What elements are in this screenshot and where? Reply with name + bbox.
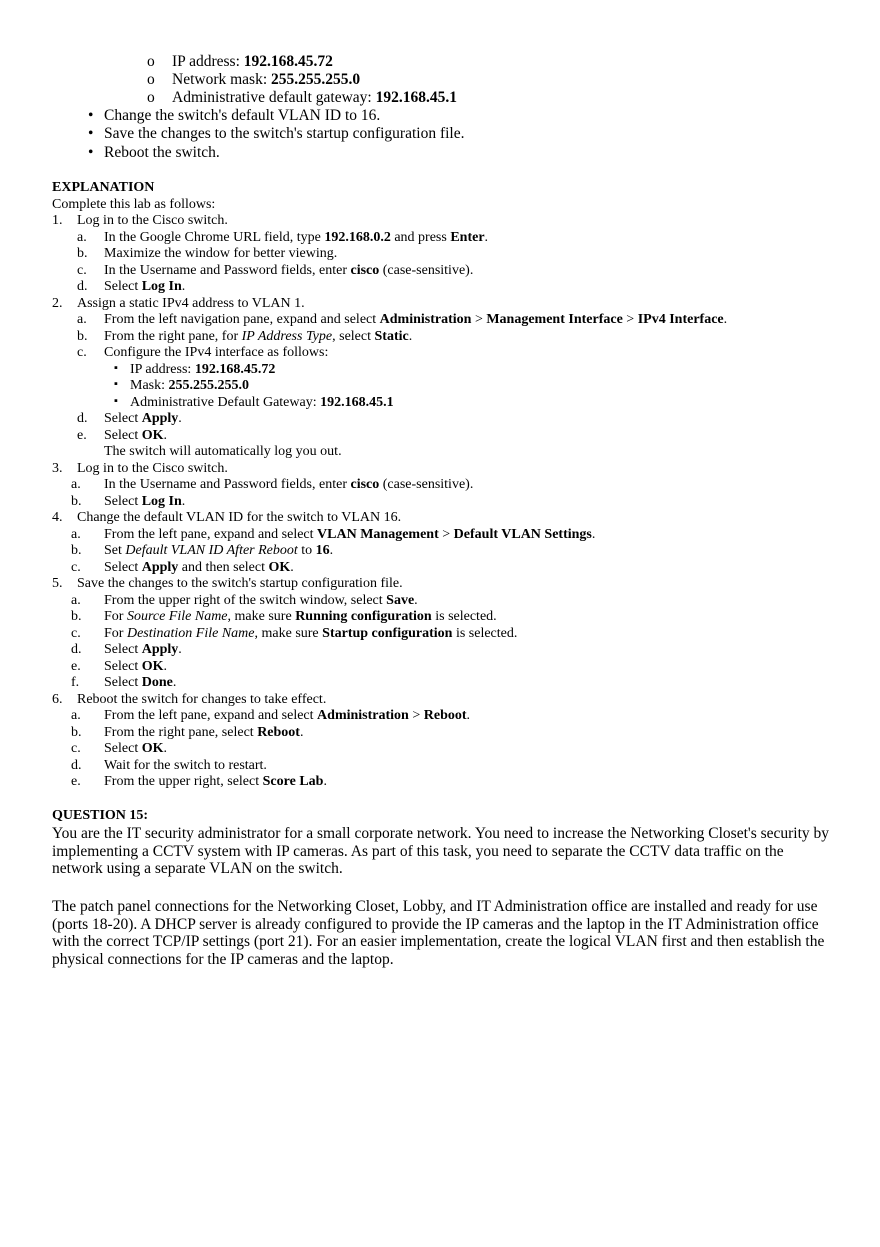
substep-text: From the right pane, select Reboot. (104, 725, 304, 740)
substep-letter: d. (77, 279, 88, 294)
substep-text: Select Apply and then select OK. (104, 560, 294, 575)
substep-letter: d. (77, 411, 88, 426)
substep-letter: c. (77, 263, 87, 278)
step-number: 5. (52, 576, 63, 591)
substep-text: From the left pane, expand and select Administration > Reboot. (104, 708, 471, 723)
substep-text: From the upper right, select Score Lab. (104, 774, 327, 789)
sub-item-default-gateway: Administrative default gateway: 192.168.45.1 (172, 89, 457, 106)
substep-letter: f. (71, 675, 80, 690)
substep-letter: e. (77, 428, 87, 443)
substep-text: From the left pane, expand and select VLAN Management > Default VLAN Settings. (104, 527, 596, 542)
substep-letter: c. (71, 626, 81, 641)
config-item: Mask: 255.255.255.0 (130, 378, 249, 393)
substep-text: From the upper right of the switch window, select Save. (104, 593, 418, 608)
step-number: 2. (52, 296, 63, 311)
substep-letter: e. (71, 659, 81, 674)
sub-item-network-mask: Network mask: 255.255.255.0 (172, 71, 361, 88)
step-text: Assign a static IPv4 address to VLAN 1. (77, 296, 305, 311)
square-bullet: ▪ (114, 378, 118, 390)
explanation-heading: EXPLANATION (52, 180, 155, 195)
sub-bullet-marker: o (147, 71, 155, 88)
substep-text: From the left navigation pane, expand and select Administration > Management Interface > IPv4 Interface. (104, 312, 728, 327)
substep-letter: b. (71, 494, 82, 509)
substep-text: Configure the IPv4 interface as follows: (104, 345, 329, 360)
step-text: Save the changes to the switch's startup configuration file. (77, 576, 403, 591)
substep-letter: a. (71, 477, 81, 492)
substep-letter: d. (71, 758, 82, 773)
square-bullet: ▪ (114, 395, 118, 407)
square-bullet: ▪ (114, 362, 118, 374)
config-item: Administrative Default Gateway: 192.168.45.1 (130, 395, 394, 410)
substep-text: Select Apply. (104, 642, 182, 657)
substep-letter: b. (77, 246, 88, 261)
bullet-dot: • (88, 125, 94, 142)
step-number: 6. (52, 692, 63, 707)
substep-letter: c. (71, 560, 81, 575)
config-item: IP address: 192.168.45.72 (130, 362, 276, 377)
bullet-dot: • (88, 144, 94, 161)
substep-text: Select Log In. (104, 279, 186, 294)
substep-letter: b. (71, 609, 82, 624)
substep-text: Wait for the switch to restart. (104, 758, 267, 773)
substep-text: Select Apply. (104, 411, 182, 426)
step-text: Change the default VLAN ID for the switch to VLAN 16. (77, 510, 402, 525)
substep-text: From the right pane, for IP Address Type, select Static. (104, 329, 413, 344)
step-text: Reboot the switch for changes to take effect. (77, 692, 327, 707)
substep-letter: a. (71, 593, 81, 608)
substep-letter: a. (71, 527, 81, 542)
substep-letter: a. (71, 708, 81, 723)
substep-letter: d. (71, 642, 82, 657)
substep-letter: b. (77, 329, 88, 344)
substep-letter: b. (71, 725, 82, 740)
substep-text: Select OK. (104, 741, 167, 756)
question-heading: QUESTION 15: (52, 808, 149, 823)
substep-text: Maximize the window for better viewing. (104, 246, 338, 261)
bullet-item: Save the changes to the switch's startup configuration file. (104, 125, 465, 142)
sub-item-ip-address: IP address: 192.168.45.72 (172, 53, 333, 70)
sub-bullet-marker: o (147, 53, 155, 70)
substep-text: Select Log In. (104, 494, 186, 509)
substep-text: Select OK. (104, 428, 167, 443)
substep-text: Set Default VLAN ID After Reboot to 16. (104, 543, 334, 558)
substep-letter: c. (77, 345, 87, 360)
bullet-item: Reboot the switch. (104, 144, 220, 161)
substep-text: Select OK. (104, 659, 167, 674)
substep-text: In the Google Chrome URL field, type 192.168.0.2 and press Enter. (104, 230, 489, 245)
step-text: Log in to the Cisco switch. (77, 213, 228, 228)
substep-text: In the Username and Password fields, enter cisco (case-sensitive). (104, 263, 474, 278)
question-paragraph-1: You are the IT security administrator for a small corporate network. You need to increase the Networking Closet's security by implementing a CCTV system with IP cameras. As part of this task, you need to separate the CCTV data traffic on the network using a separate VLAN on the switch. (52, 825, 830, 877)
substep-note: The switch will automatically log you out. (104, 444, 342, 459)
step-text: Log in to the Cisco switch. (77, 461, 228, 476)
substep-text: Select Done. (104, 675, 177, 690)
substep-text: For Destination File Name, make sure Startup configuration is selected. (104, 626, 518, 641)
substep-text: In the Username and Password fields, enter cisco (case-sensitive). (104, 477, 474, 492)
explanation-intro: Complete this lab as follows: (52, 197, 216, 212)
substep-letter: a. (77, 230, 87, 245)
bullet-item: Change the switch's default VLAN ID to 16. (104, 107, 381, 124)
step-number: 1. (52, 213, 63, 228)
substep-letter: b. (71, 543, 82, 558)
substep-letter: e. (71, 774, 81, 789)
bullet-dot: • (88, 107, 94, 124)
substep-text: For Source File Name, make sure Running configuration is selected. (104, 609, 497, 624)
substep-letter: c. (71, 741, 81, 756)
sub-bullet-marker: o (147, 89, 155, 106)
step-number: 4. (52, 510, 63, 525)
question-paragraph-2: The patch panel connections for the Networking Closet, Lobby, and IT Administration office are installed and ready for use (ports 18-20). A DHCP server is already configured to provide the IP cameras and the laptop in the IT Administration office with the correct TCP/IP settings (port 21). For an easier implementation, create the logical VLAN first and then establish the physical connections for the IP cameras and the laptop. (52, 898, 825, 968)
substep-letter: a. (77, 312, 87, 327)
step-number: 3. (52, 461, 63, 476)
